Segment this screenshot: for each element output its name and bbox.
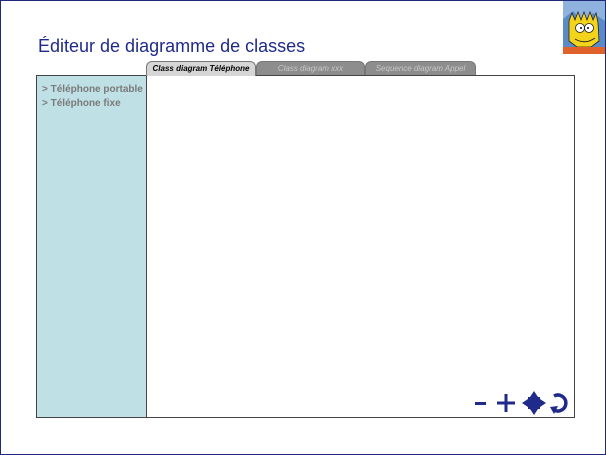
diagram-canvas[interactable] bbox=[147, 76, 574, 417]
page-title: Éditeur de diagramme de classes bbox=[38, 36, 306, 56]
canvas-toolbar bbox=[474, 390, 570, 416]
tab-class-diagram-telephone[interactable]: Class diagram Téléphone bbox=[146, 61, 256, 76]
tab-sequence-diagram-appel[interactable]: Sequence diagram Appel bbox=[365, 61, 476, 76]
move-icon[interactable] bbox=[521, 390, 547, 416]
class-list-sidebar bbox=[37, 76, 147, 417]
avatar bbox=[563, 1, 605, 54]
zoom-out-icon[interactable] bbox=[474, 390, 488, 416]
tab-class-diagram-xxx[interactable]: Class diagram xxx bbox=[256, 61, 365, 76]
diagram-editor bbox=[36, 75, 575, 418]
sidebar-item-telephone-portable[interactable]: > Téléphone portable bbox=[42, 84, 143, 95]
rotate-icon[interactable] bbox=[550, 390, 568, 416]
sidebar-item-telephone-fixe[interactable]: > Téléphone fixe bbox=[42, 98, 121, 109]
zoom-in-icon[interactable] bbox=[496, 390, 516, 416]
